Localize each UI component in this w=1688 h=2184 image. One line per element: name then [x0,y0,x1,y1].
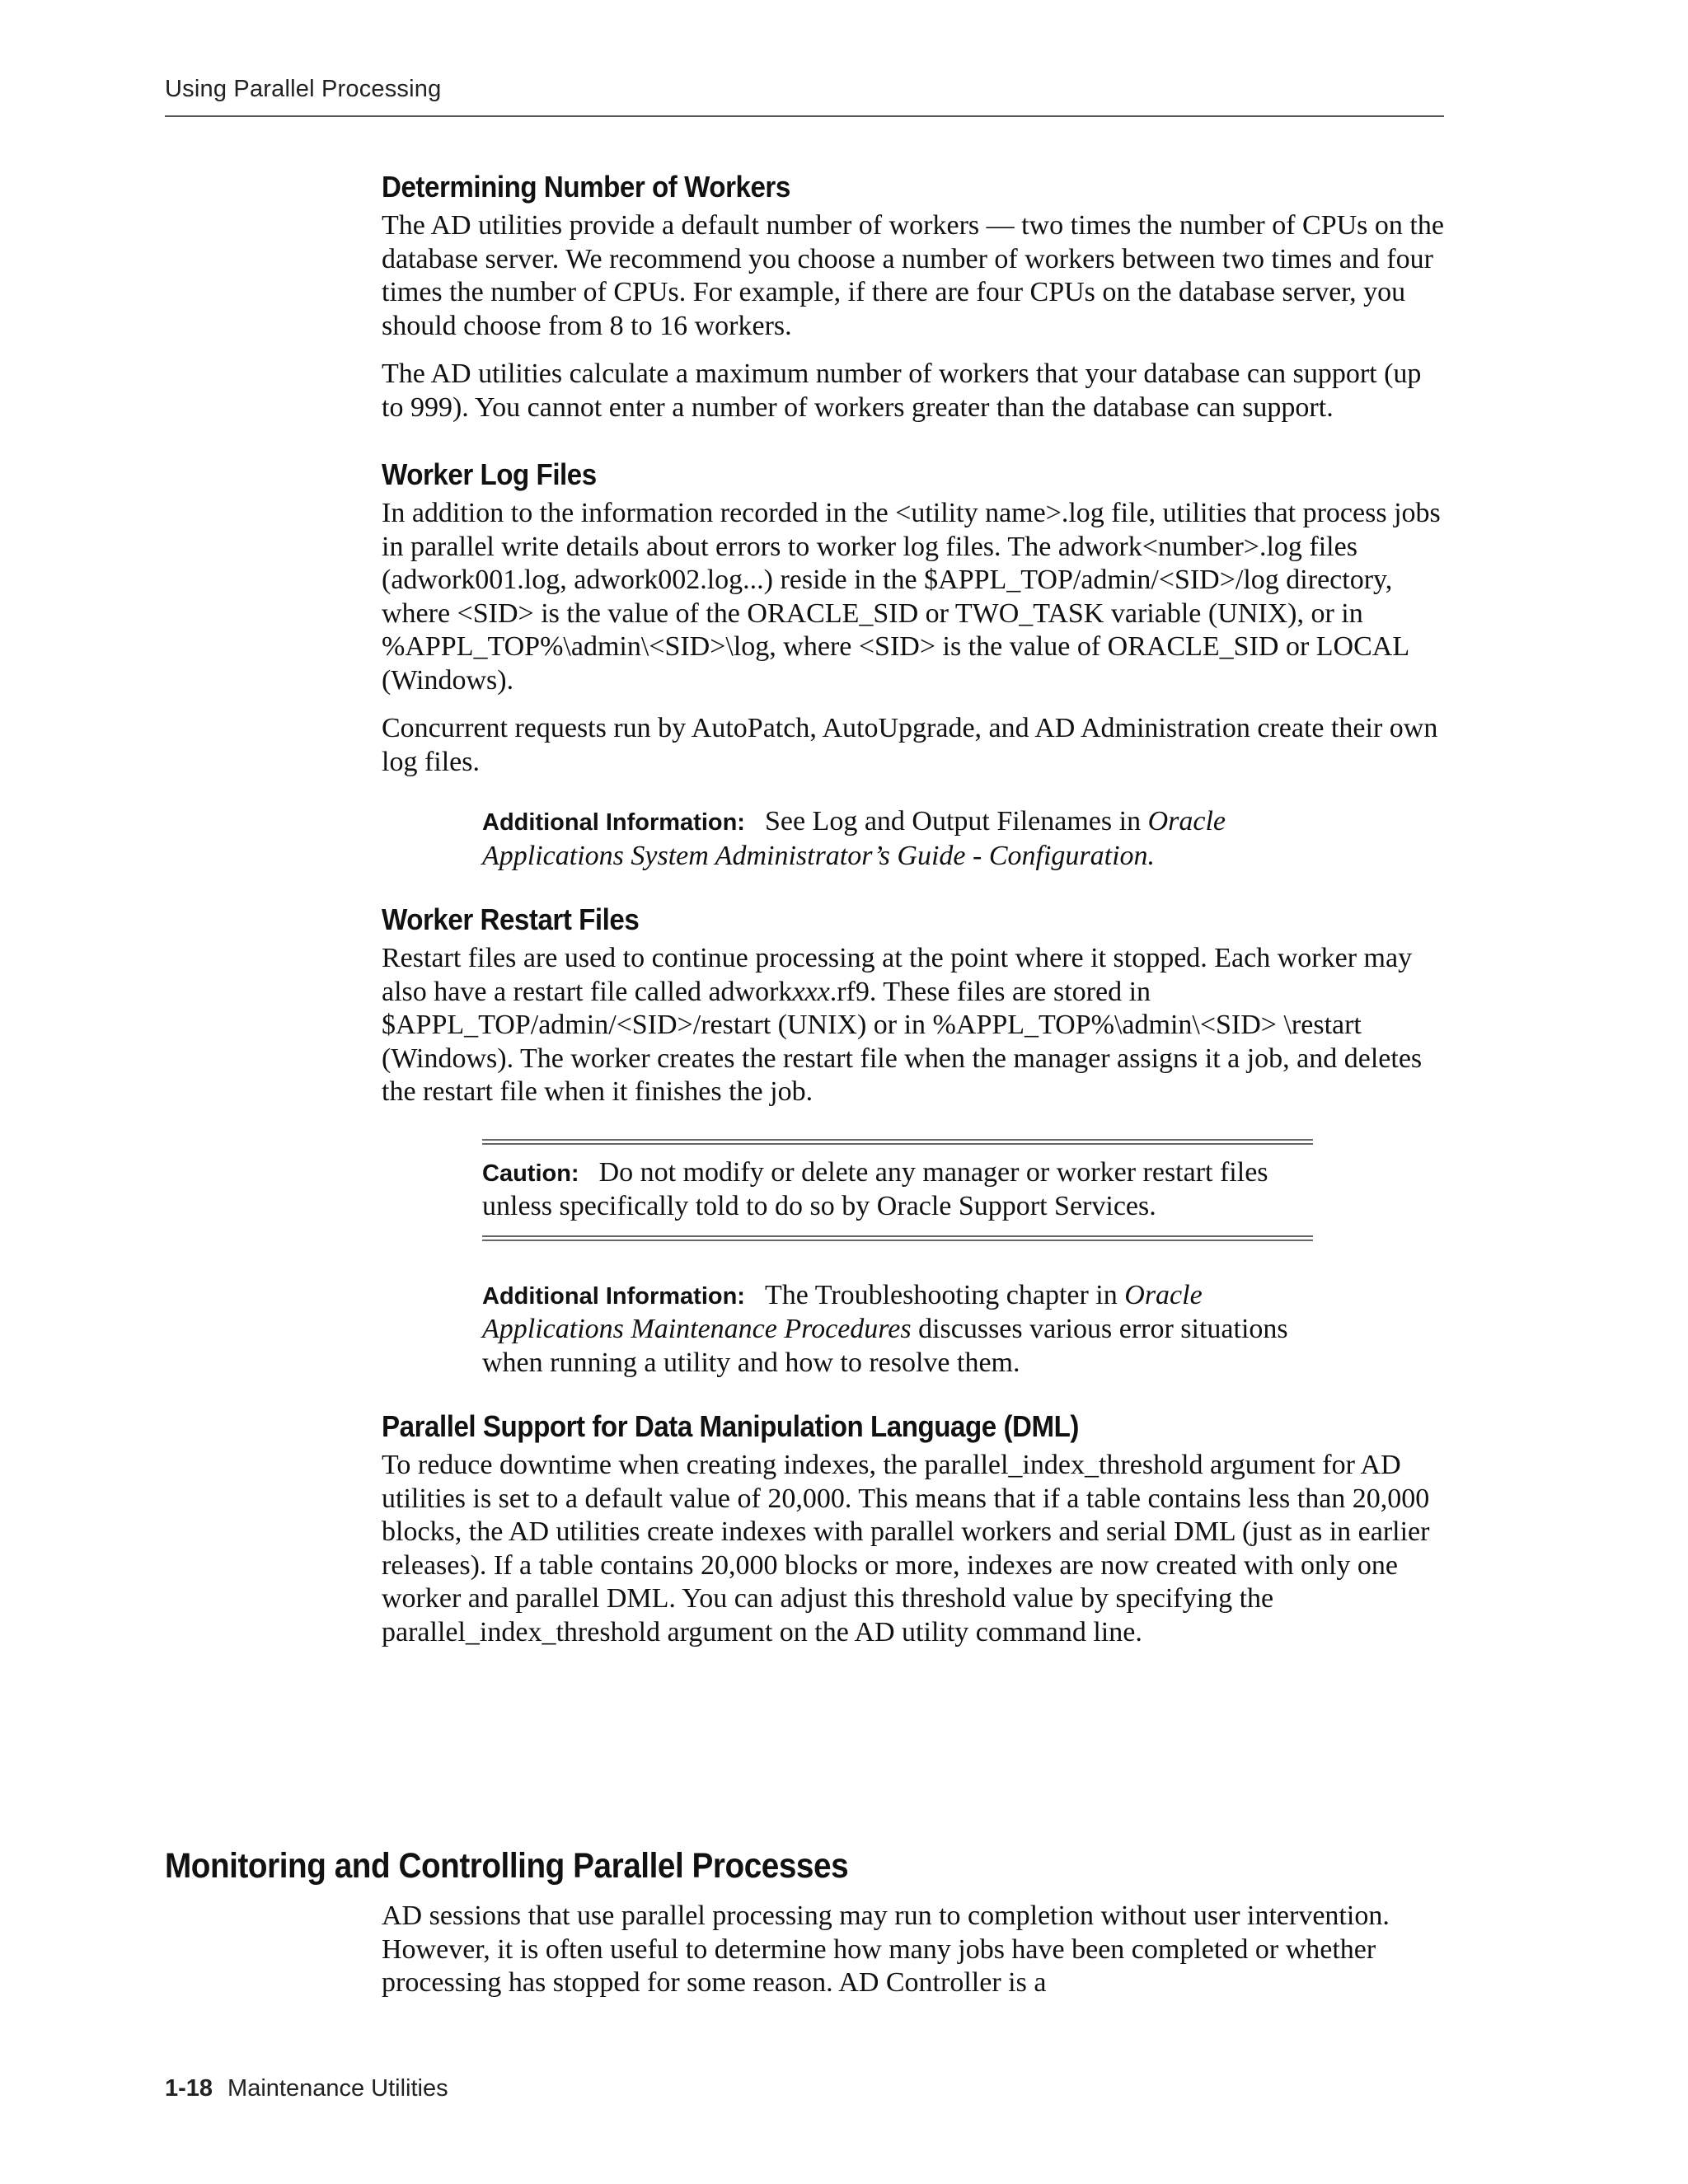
section-heading-log-files: Worker Log Files [382,457,597,491]
caution-text [482,1145,1313,1235]
section-heading-monitoring: Monitoring and Controlling Parallel Processes [165,1846,849,1886]
main-content [382,170,1445,1649]
header-rule [165,115,1444,117]
caution-bottom-rule [482,1235,1313,1241]
section-heading-dml: Parallel Support for Data Manipulation Language (DML) [382,1409,1079,1443]
additional-info-note [482,1279,1306,1380]
paragraph-workers-2: The AD utilities calculate a maximum number of workers that your database can support (up to 999). You cannot enter a number of workers greater than the database can support. [382,359,1422,423]
footer-book-title: Maintenance Utilities [227,2075,448,2102]
paragraph-workers-1: The AD utilities provide a default number of workers — two times the number of CPUs on the database server. We recommend you choose a number of workers between two times and four times the number of CPUs. For example, if there are four CPUs on the database server, you should choose from 8 to 16 workers. [382,210,1444,341]
caution-top-rule [482,1139,1313,1145]
section-heading-restart-files: Worker Restart Files [382,902,640,936]
book-title-citation: Oracle Applications Maintenance Procedures [482,1279,1203,1344]
note-text: discusses various error situations when running a utility and how to resolve them. [482,1314,1288,1378]
paragraph-restart-files-1 [382,942,1445,1109]
page-number: 1-18 [165,2075,213,2102]
text-run: .rf9. These files are stored in $APPL_TOP/admin/<SID>/restart (UNIX) or in %APPL_TOP%\admin\<SID> \restart (Windows). The worker creates the restart file when the manager assigns it a job, and deletes the restart file when it finishes the job. [382,976,1423,1107]
monitoring-content [382,1900,1445,2000]
additional-info-note [482,805,1306,873]
italic-text-run: xxx [792,976,830,1007]
caution-box [482,1139,1313,1241]
running-header: Using Parallel Processing [165,76,442,102]
note-label: Additional Information: [482,809,745,836]
paragraph-dml-1: To reduce downtime when creating indexes, the parallel_index_threshold argument for AD utilities is set to a default value of 20,000. This means that if a table contains less than 20,000 blocks, the AD utilities create indexes with parallel workers and serial DML (just as in earlier releases). If a table contains 20,000 blocks or more, indexes are now created with only one worker and parallel DML. You can adjust this threshold value by specifying the parallel_index_threshold argument on the AD utility command line. [382,1450,1430,1647]
paragraph-log-files-2: Concurrent requests run by AutoPatch, AutoUpgrade, and AD Administration create their own log files. [382,713,1438,777]
caution-label: Caution: [482,1160,579,1187]
caution-message: Do not modify or delete any manager or worker restart files unless specifically told to do so by Oracle Support Services. [482,1156,1268,1221]
paragraph-monitoring-1: AD sessions that use parallel processing may run to completion without user intervention. However, it is often useful to determine how many jobs have been completed or whether processing has stopped for some reason. AD Controller is a [382,1900,1390,1998]
section-heading-workers: Determining Number of Workers [382,170,790,204]
note-text: The Troubleshooting chapter in [764,1279,1125,1310]
paragraph-log-files-1: In addition to the information recorded in the <utility name>.log file, utilities that process jobs in parallel write details about errors to worker log files. The adwork<number>.log files (adwork001.log, adwork002.log...) reside in the $APPL_TOP/admin/<SID>/log directory, where <SID> is the value of the ORACLE_SID or TWO_TASK variable (UNIX), or in %APPL_TOP%\admin\<SID>\log, where <SID> is the value of ORACLE_SID or LOCAL (Windows). [382,498,1441,696]
page-footer [165,2075,448,2102]
note-text: See Log and Output Filenames in [764,806,1148,837]
book-title-citation: Oracle Applications System Administrator’s Guide - Configuration. [482,806,1226,871]
text-run: Restart files are used to continue processing at the point where it stopped. Each worker may also have a restart file called adwork [382,943,1413,1007]
note-label: Additional Information: [482,1282,745,1310]
